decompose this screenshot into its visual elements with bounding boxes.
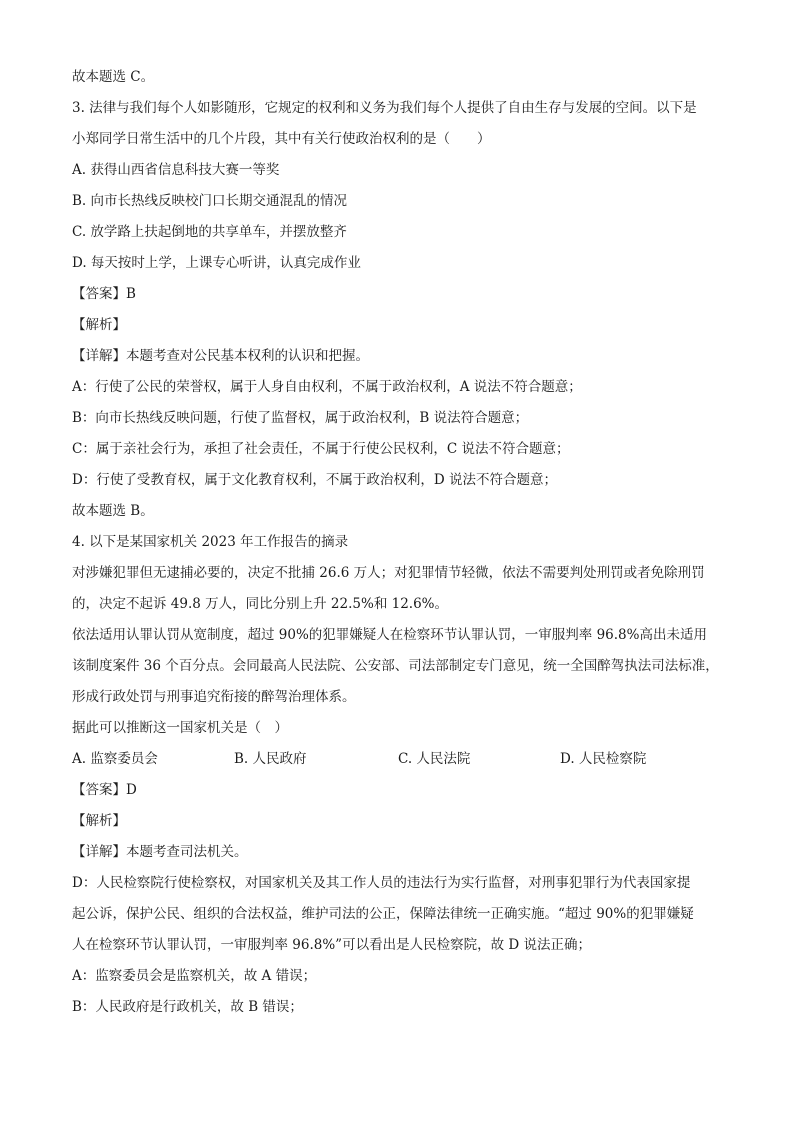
question-4-title: 4. 以下是某国家机关 2023 年工作报告的摘录	[72, 534, 349, 550]
question-4-material-2: 依法适用认罪认罚从宽制度，超过 90%的犯罪嫌疑人在检察环节认罪认罚，一审服判率 96.8%高出未适用	[72, 627, 707, 643]
question-4-material-2-end: 形成行政处罚与刑事追究衔接的醉驾治理体系。	[72, 689, 356, 705]
explanation-d-cont: 起公诉，保护公民、组织的合法权益，维护司法的公正，保障法律统一正确实施。“超过 90%的犯罪嫌疑	[72, 906, 694, 922]
answer-value: B	[126, 286, 136, 302]
option-c: C. 人民法院	[398, 751, 471, 767]
explanation-b: B：人民政府是行政机关，故 B 错误；	[72, 999, 303, 1015]
question-3-option-b: B. 向市长热线反映校门口长期交通混乱的情况	[72, 193, 348, 209]
analysis-tag: 【解析】	[72, 813, 126, 829]
document-page	[72, 62, 732, 1023]
explanation-d: D：人民检察院行使检察权，对国家机关及其工作人员的违法行为实行监督，对刑事犯罪行为代表国家提	[72, 875, 691, 891]
explanation-c: C：属于亲社会行为，承担了社会责任，不属于行使公民权利，C 说法不符合题意；	[72, 441, 570, 457]
explanation-a: A：行使了公民的荣誉权，属于人身自由权利，不属于政治权利，A 说法不符合题意；	[72, 379, 582, 395]
option-d: D. 人民检察院	[560, 751, 647, 767]
question-3-conclusion: 故本题选 B。	[72, 503, 154, 519]
question-3-option-d: D. 每天按时上学，上课专心听讲，认真完成作业	[72, 255, 361, 271]
detail-line: 【详解】本题考查对公民基本权利的认识和把握。	[72, 348, 369, 364]
question-4-stem: 据此可以推断这一国家机关是（ ）	[72, 720, 288, 736]
question-3-stem: 3. 法律与我们每个人如影随形，它规定的权利和义务为我们每个人提供了自由生存与发展的空间。以下是	[72, 100, 697, 116]
question-4-answer	[72, 775, 732, 806]
answer-tag: 【答案】	[72, 782, 126, 798]
question-3-option-a: A. 获得山西省信息科技大赛一等奖	[72, 162, 280, 178]
answer-tag: 【答案】	[72, 286, 126, 302]
explanation-a: A：监察委员会是监察机关，故 A 错误；	[72, 968, 317, 984]
question-4-options	[72, 744, 732, 775]
question-4-material-cont: 的，决定不起诉 49.8 万人，同比分别上升 22.5%和 12.6%。	[72, 596, 448, 612]
explanation-d-end: 人在检察环节认罪认罚，一审服判率 96.8%”可以看出是人民检察院，故 D 说法正确；	[72, 937, 591, 953]
option-b: B. 人民政府	[234, 751, 307, 767]
question-3-answer	[72, 279, 732, 310]
answer-line: 故本题选 C。	[72, 69, 155, 85]
question-3-stem-cont: 小郑同学日常生活中的几个片段，其中有关行使政治权利的是（ ）	[72, 131, 491, 147]
detail-line: 【详解】本题考查司法机关。	[72, 844, 248, 860]
question-4-material-2-cont: 该制度案件 36 个百分点。会同最高人民法院、公安部、司法部制定专门意见，统一全国醉驾执法司法标准，	[72, 658, 719, 674]
option-a: A. 监察委员会	[72, 751, 158, 767]
explanation-b: B：向市长热线反映问题，行使了监督权，属于政治权利，B 说法符合题意；	[72, 410, 529, 426]
explanation-d: D：行使了受教育权，属于文化教育权利，不属于政治权利，D 说法不符合题意；	[72, 472, 557, 488]
answer-value: D	[126, 782, 137, 798]
question-4-material: 对涉嫌犯罪但无逮捕必要的，决定不批捕 26.6 万人；对犯罪情节轻微，依法不需要判处刑罚或者免除刑罚	[72, 565, 705, 581]
analysis-tag: 【解析】	[72, 317, 126, 333]
question-3-option-c: C. 放学路上扶起倒地的共享单车，并摆放整齐	[72, 224, 347, 240]
